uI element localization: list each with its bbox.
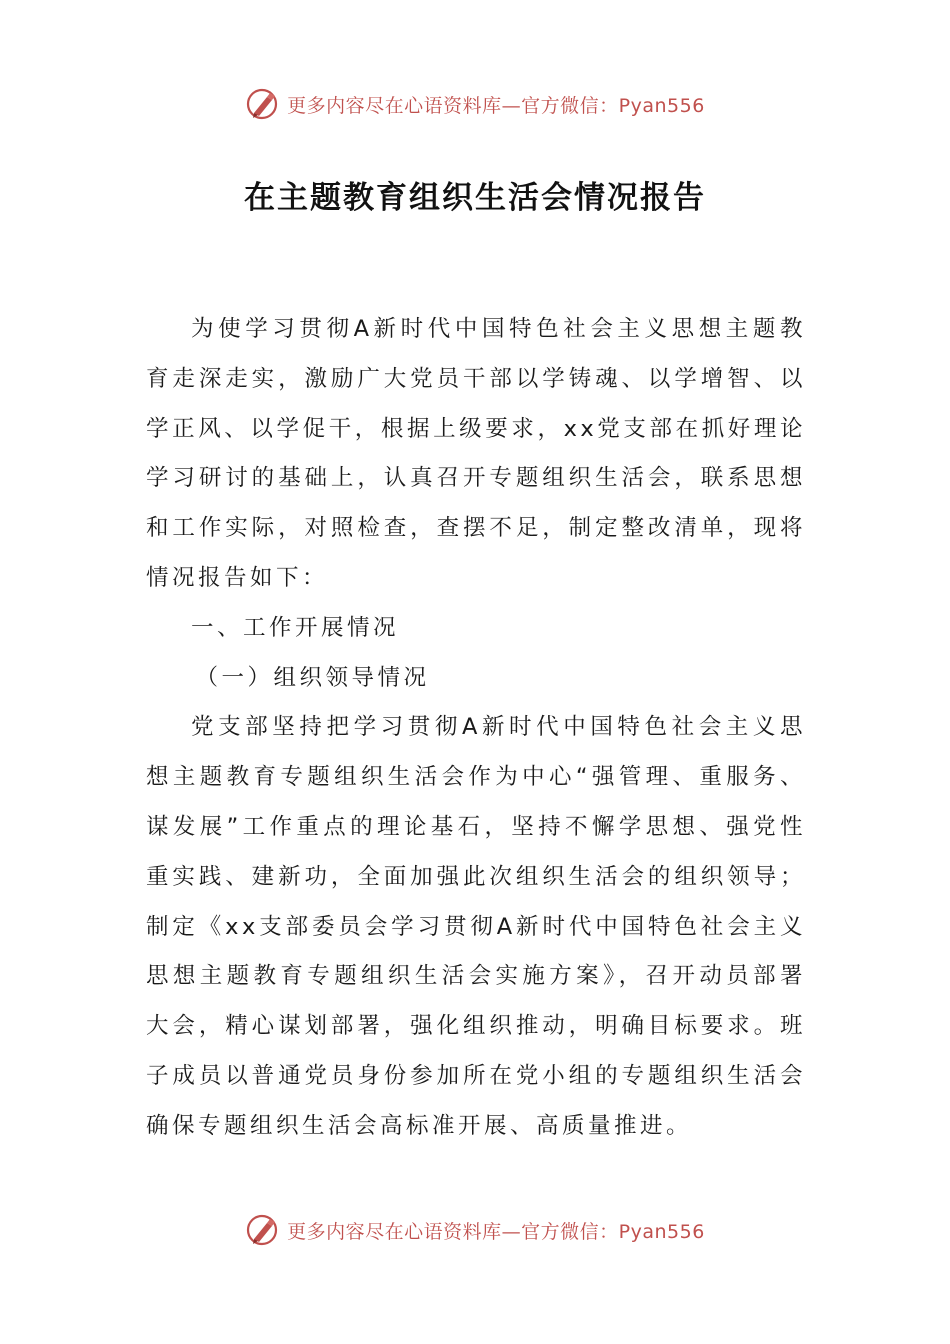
pen-logo-icon (245, 1212, 281, 1248)
banner-text: 更多内容尽在心语资料库—官方微信：Pyan556 (287, 94, 705, 117)
banner-text: 更多内容尽在心语资料库—官方微信：Pyan556 (287, 1220, 705, 1243)
section-heading: 一、工作开展情况 (191, 614, 400, 641)
footer-banner (0, 1210, 950, 1250)
document-title: 在主题教育组织生活会情况报告 (244, 180, 706, 216)
wechat-id: Pyan556 (618, 1220, 705, 1243)
header-banner (0, 84, 950, 124)
body-paragraph: 党支部坚持把学习贯彻A新时代中国特色社会主义思想主题教育专题组织生活会作为中心“强管理、重服务、谋发展”工作重点的理论基石，坚持不懈学思想、强党性重实践、建新功，全面加强此次组织生活会的组织领导；制定《xx支部委员会学习贯彻A新时代中国特色社会主义思想主题教育专题组织生活会实施方案》，召开动员部署大会，精心谋划部署，强化组织推动，明确目标要求。班子成员以普通党员身份参加所在党小组的专题组织生活会确保专题组织生活会高标准开展、高质量推进。 (146, 714, 806, 1139)
subsection-heading: （一）组织领导情况 (195, 664, 430, 691)
intro-paragraph: 为使学习贯彻A新时代中国特色社会主义思想主题教育走深走实，激励广大党员干部以学铸魂、以学增智、以学正风、以学促干，根据上级要求，xx党支部在抓好理论学习研讨的基础上，认真召开专题组织生活会，联系思想和工作实际，对照检查，查摆不足，制定整改清单，现将情况报告如下： (146, 316, 806, 591)
wechat-id: Pyan556 (618, 94, 705, 117)
pen-logo-icon (245, 86, 281, 122)
document-body (146, 305, 806, 1152)
